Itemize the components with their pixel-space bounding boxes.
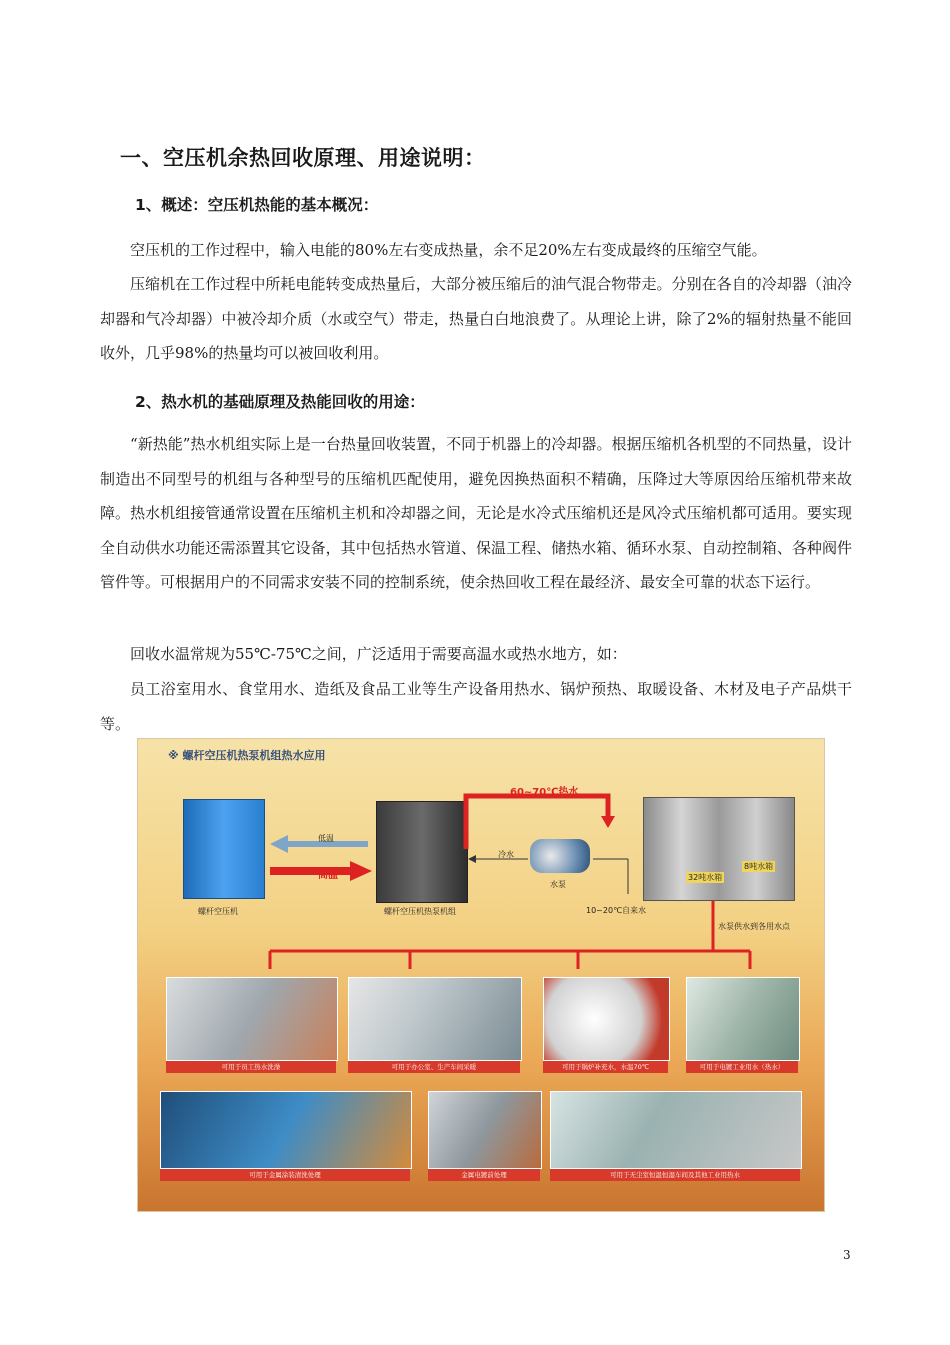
- low-temp-label: 低温: [318, 834, 334, 843]
- hot-water-label: 60~70℃热水: [510, 787, 579, 798]
- caption-office-heating: 可用于办公室、生产车间采暖: [348, 1061, 520, 1073]
- section2-paragraph-3: 员工浴室用水、食堂用水、造纸及食品工业等生产设备用热水、锅炉预热、取暖设备、木材及电子产品烘干等。: [100, 680, 852, 733]
- pump-label: 水泵: [550, 880, 566, 889]
- figure-title: ※ 螺杆空压机热泵机组热水应用: [168, 749, 326, 762]
- thumbnail-metal-coating: [160, 1091, 412, 1169]
- thumbnail-electroplating: [686, 977, 800, 1061]
- section1-title: 1、概述：空压机热能的基本概况：: [135, 196, 379, 214]
- thumbnail-plating-pretreatment: [428, 1091, 542, 1169]
- thumbnail-employee-shower: [166, 977, 338, 1061]
- caption-boiler: 可用于锅炉补充水，水温70℃: [543, 1061, 668, 1073]
- section1-paragraph-2: 压缩机在工作过程中所耗电能转变成热量后，大部分被压缩后的油气混合物带走。分别在各自的冷却器（油冷却器和气冷却器）中被冷却介质（水或空气）带走，热量白白地浪费了。从理论上讲，除了2%的辐射热量不能回收外，几乎98%的热量均可以被回收利用。: [100, 275, 852, 362]
- tank2-label: 8吨水箱: [744, 862, 774, 871]
- heat-unit-label: 螺杆空压机热泵机组: [384, 907, 456, 916]
- high-temp-label: 高温: [318, 870, 338, 881]
- cold-water-lines: [468, 854, 638, 904]
- thumbnail-cleanroom: [550, 1091, 802, 1169]
- distribution-label: 水泵供水到各用水点: [718, 922, 790, 931]
- section2-paragraph-1: “新热能”热水机组实际上是一台热量回收装置，不同于机器上的冷却器。根据压缩机各机型的不同热量，设计制造出不同型号的机组与各种型号的压缩机匹配使用，避免因换热面积不精确，压降过大等原因给压缩机带来故障。热水机组接管通常设置在压缩机主机和冷却器之间，无论是水冷式压缩机还是风冷式压缩机都可适用。要实现全自动供水功能还需添置其它设备，其中包括热水管道、保温工程、储热水箱、循环水泵、自动控制箱、各种阀件管件等。可根据用户的不同需求安装不同的控制系统，使余热回收工程在最经济、最安全可靠的状态下运行。: [100, 435, 852, 591]
- page-number: 3: [843, 1248, 851, 1262]
- cold-water-label: 冷水: [498, 850, 514, 859]
- heat-pump-unit-image: [376, 801, 468, 903]
- caption-employee-shower: 可用于员工热水洗澡: [166, 1061, 336, 1073]
- caption-metal-coating: 可用于金属涂装清洗处理: [160, 1169, 410, 1181]
- tank1-label: 32吨水箱: [688, 873, 723, 882]
- screw-compressor-image: [183, 799, 265, 899]
- tap-water-label: 10~20℃自来水: [586, 906, 647, 915]
- distribution-lines: [138, 899, 824, 979]
- section2-title: 2、热水机的基础原理及热能回收的用途：: [135, 393, 425, 411]
- section2-paragraph-2: 回收水温常规为55℃-75℃之间，广泛适用于需要高温水或热水地方，如：: [130, 645, 627, 663]
- caption-plating-pretreatment: 金属电镀前处理: [428, 1169, 540, 1181]
- water-tanks-image: [643, 797, 795, 901]
- page-heading: 一、空压机余热回收原理、用途说明：: [120, 146, 486, 170]
- section1-paragraph-1: 空压机的工作过程中，输入电能的80%左右变成热量，余不足20%左右变成最终的压缩空气能。: [130, 241, 767, 259]
- caption-electroplating: 可用于电镀工业用水（热水）: [686, 1061, 798, 1073]
- compressor-label: 螺杆空压机: [198, 907, 238, 916]
- thumbnail-office-heating: [348, 977, 522, 1061]
- heat-recovery-application-diagram: [137, 738, 825, 1212]
- thumbnail-boiler: [543, 977, 670, 1061]
- caption-cleanroom: 可用于无尘室恒温恒湿车间及其他工业用热水: [550, 1169, 800, 1181]
